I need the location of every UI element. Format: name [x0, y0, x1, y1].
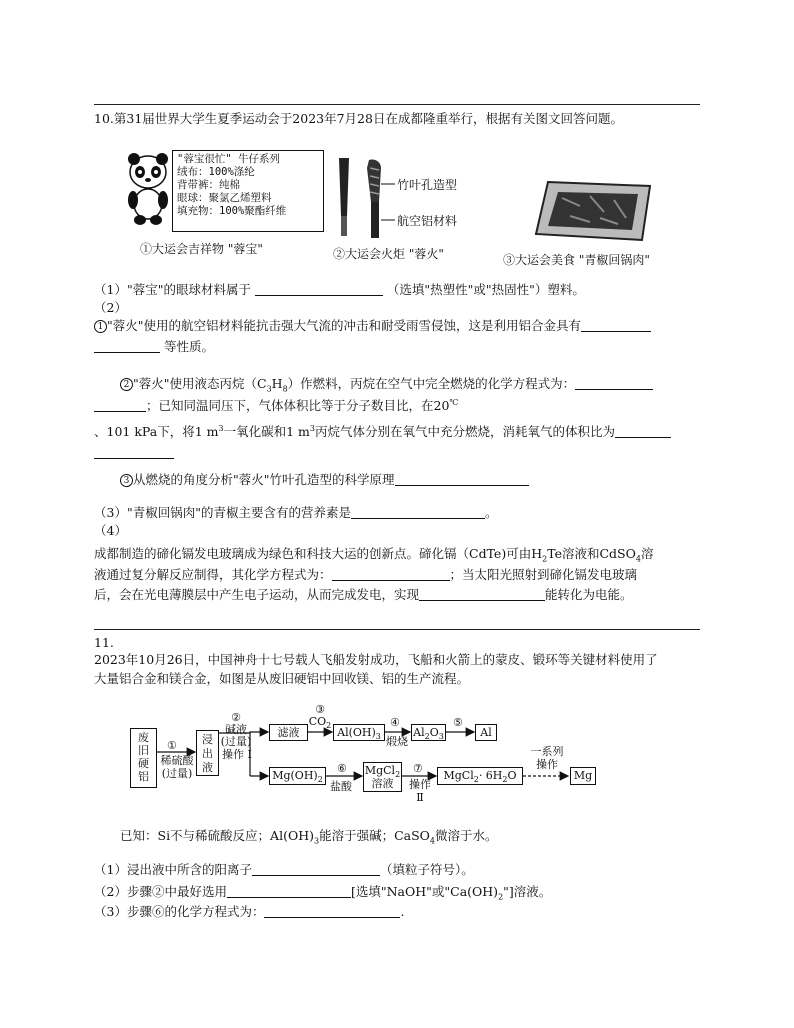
q10-part2b-cont2: 、101 kPa下，将1 $m^3$一氧化碳和1 $m^3$丙烷气体分别在氧气中充分燃烧，消耗氧气的体积比为 [94, 424, 671, 440]
q11-part1: （1）浸出液中所含的阳离子 （填粒子符号）。 [94, 862, 474, 877]
flow-box-scrap-aluminum: 废 旧 硬 铝 [130, 728, 157, 788]
torch-label-aluminum: 航空铝材料 [397, 214, 458, 228]
q11-part3: （3）步骤⑥的化学方程式为： . [94, 904, 405, 919]
answer-blank[interactable] [264, 905, 400, 918]
q10-part4-line3: 后，会在光电薄膜层中产生电子运动，从而完成发电，实现 能转化为电能。 [94, 587, 633, 602]
flow-box-filtrate: 滤液 [269, 724, 308, 741]
flow-operation-2: 操作 Ⅱ [409, 778, 431, 804]
circle-number: 2 [120, 378, 133, 391]
flow-step7-number: ⑦ [413, 762, 423, 775]
info-line: "蓉宝很忙" 牛仔系列 [177, 153, 280, 165]
q10-part2b: 2 "蓉火"使用液态丙烷$(C_3H_8)$作燃料，丙烷在空气中完全燃烧的化学方程式为： [120, 376, 653, 392]
flow-step1-number: ① [167, 739, 177, 752]
info-line: 绒布：100%涤纶 [177, 166, 255, 178]
q11-intro-line1: 2023年10月26日，中国神舟十七号载人飞船发射成功，飞船和火箭上的蒙皮、锻环等关键材料使用了 [94, 652, 658, 667]
info-line: 背带裤：纯棉 [177, 179, 240, 191]
flow-step1-reagent: 稀硫酸 (过量) [160, 754, 194, 780]
flow-box-magnesium: Mg [570, 767, 596, 785]
q10-part2b-cont1: ；已知同温同压下，气体体积比等于分子数目比，在20℃ [94, 398, 458, 414]
q11-intro-line2: 大量铝合金和镁合金，如图是从废旧硬铝中回收镁、铝的生产流程。 [94, 671, 470, 686]
answer-blank[interactable] [252, 863, 380, 876]
q10-part1: （1）"蓉宝"的眼球材料属于 （选填"热塑性"或"热固性"）塑料。 [94, 282, 585, 297]
flow-box-leachate: 浸 出 液 [196, 730, 219, 776]
q10-part2a: 1 "蓉火"使用的航空铝材料能抗击强大气流的冲击和耐受雨雪侵蚀，这是利用铝合金具有 [94, 318, 651, 334]
flow-box-mgcl2-solution: MgCl$_2$ 溶液 [364, 764, 401, 790]
flow-step4-number: ④ [390, 716, 400, 729]
q10-part2a-cont: 等性质。 [94, 339, 214, 355]
torch-label-hole: 竹叶孔造型 [397, 178, 458, 192]
q11-number: 11. [94, 635, 114, 650]
flow-series-operation: 一系列 操作 [530, 745, 564, 771]
flow-step6-hcl: 盐酸 [330, 780, 352, 793]
info-line: 填充物：100%聚酯纤维 [177, 205, 287, 217]
q10-part4-line2: 液通过复分解反应制得，其化学方程式为： ；当太阳光照射到碲化镉发电玻璃 [94, 567, 638, 582]
q10-part4-number: （4） [94, 523, 127, 538]
q10-part2-number: （2） [94, 300, 127, 315]
caption-torch: ②大运会火炬 "蓉火" [333, 247, 444, 261]
flow-step4-calcine: 煅烧 [386, 735, 408, 748]
flow-step6-number: ⑥ [337, 762, 347, 775]
circle-number: 3 [120, 474, 133, 487]
flow-box-magnesium-hydroxide: $Mg(OH)_2$ [269, 767, 326, 785]
q11-known: 已知：Si不与稀硫酸反应；$Al(OH)_3$能溶于强碱；CaSO$_4$微溶于水。 [120, 828, 498, 846]
circle-number: 1 [94, 320, 107, 333]
flow-box-aluminum-hydroxide: $Al(OH)_3$ [333, 724, 385, 741]
q10-part2c: 3 从燃烧的角度分析"蓉火"竹叶孔造型的科学原理 [120, 472, 529, 488]
flow-step2-label: ② 碱液 (过量) [220, 711, 252, 748]
q11-part2: （2）步骤②中最好选用 [选填"NaOH"或"$Ca(OH)_2$"]溶液。 [94, 884, 552, 902]
flow-operation-1: 操作 Ⅰ [222, 748, 252, 761]
q10-part4-line1: 成都制造的碲化镉发电玻璃成为绿色和科技大运的创新点。碲化镉（CdTe)可由$H_2Te$溶液和CdSO$_4$溶 [94, 546, 654, 564]
flow-box-aluminum: Al [475, 724, 497, 741]
flow-box-hydrate: MgCl$_2$· $6H_2O$ [437, 767, 523, 785]
answer-blank[interactable] [227, 885, 351, 898]
flow-step3-label: ③ $CO_2$ [308, 703, 332, 731]
q10-part3: （3）"青椒回锅肉"的青椒主要含有的营养素是 。 [94, 505, 498, 520]
caption-mascot: ①大运会吉祥物 "蓉宝" [140, 242, 263, 256]
caption-dish: ③大运会美食 "青椒回锅肉" [503, 253, 650, 267]
info-line: 眼球：聚氯乙烯塑料 [177, 192, 272, 204]
flow-box-alumina: $Al_2O_3$ [411, 724, 446, 741]
q10-title: 10.第31届世界大学生夏季运动会于2023年7月28日在成都隆重举行，根据有关图文回答问题。 [94, 111, 623, 126]
flow-step5-number: ⑤ [453, 716, 463, 729]
